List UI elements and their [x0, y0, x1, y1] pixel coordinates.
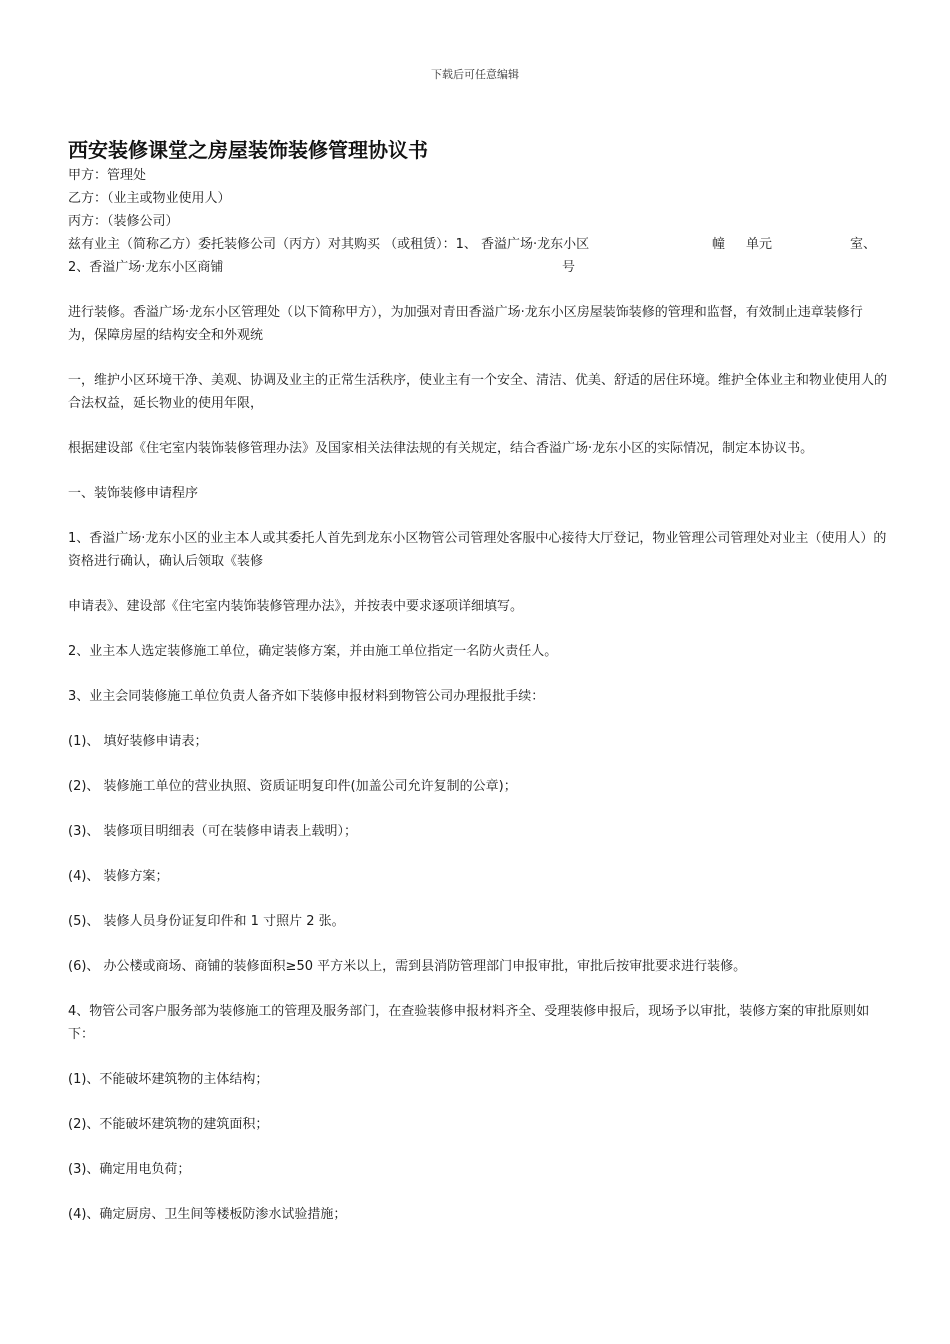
paragraph-purpose: 进行装修。香溢广场·龙东小区管理处（以下简称甲方），为加强对青田香溢广场·龙东小区房屋装饰装修的管理和监督，有效制止违章装修行为，保障房屋的结构安全和外观统 [68, 305, 863, 343]
paragraph-goals: 一，维护小区环境干净、美观、协调及业主的正常生活秩序，使业主有一个安全、清洁、优美、舒适的居住环境。维护全体业主和物业使用人的合法权益，延长物业的使用年限， [68, 373, 888, 411]
intro-shop-no: 号 [562, 260, 576, 275]
header-note: 下载后可任意编辑 [431, 68, 519, 81]
intro-room: 室、 [850, 237, 877, 252]
rule-item: (4)、确定厨房、卫生间等楼板防渗水试验措施； [68, 1207, 347, 1222]
rule-item: (3)、确定用电负荷； [68, 1162, 191, 1177]
intro-line-2 [68, 256, 888, 279]
list-item: 4、物管公司客户服务部为装修施工的管理及服务部门，在查验装修申报材料齐全、受理装修申报后，现场予以审批，装修方案的审批原则如下： [68, 1004, 870, 1042]
document-title: 西安装修课堂之房屋装饰装修管理协议书 [68, 138, 428, 162]
sub-item: (4)、 装修方案； [68, 869, 169, 884]
intro-line-2-text: 2、香溢广场·龙东小区商铺 [68, 260, 224, 275]
paragraph-basis: 根据建设部《住宅室内装饰装修管理办法》及国家相关法律法规的有关规定，结合香溢广场·龙东小区的实际情况，制定本协议书。 [68, 441, 814, 456]
list-item: 3、业主会同装修施工单位负责人备齐如下装修申报材料到物管公司办理报批手续： [68, 689, 545, 704]
sub-item: (1)、 填好装修申请表； [68, 734, 208, 749]
intro-building: 幢 [712, 237, 726, 252]
list-item-continued: 申请表》、建设部《住宅室内装饰装修管理办法》，并按表中要求逐项详细填写。 [68, 599, 524, 614]
sub-item: (5)、 装修人员身份证复印件和 1 寸照片 2 张。 [68, 914, 345, 929]
party-b: 乙方：（业主或物业使用人） [68, 191, 231, 206]
sub-item: (6)、 办公楼或商场、商铺的装修面积≥50 平方米以上，需到县消防管理部门申报审批，审批后按审批要求进行装修。 [68, 959, 747, 974]
party-c: 丙方：（装修公司） [68, 214, 179, 229]
party-a: 甲方：管理处 [68, 168, 147, 183]
sub-item: (2)、 装修施工单位的营业执照、资质证明复印件(加盖公司允许复制的公章)； [68, 779, 517, 794]
section-heading: 一、装饰装修申请程序 [68, 486, 199, 501]
intro-line-1-text: 兹有业主（简称乙方）委托装修公司（丙方）对其购买 （或租赁）：1、 香溢广场·龙东小区 [68, 237, 590, 252]
intro-unit: 单元 [746, 237, 773, 252]
sub-item: (3)、 装修项目明细表（可在装修申请表上载明）； [68, 824, 358, 839]
rule-item: (2)、不能破坏建筑物的建筑面积； [68, 1117, 269, 1132]
rule-item: (1)、不能破坏建筑物的主体结构； [68, 1072, 269, 1087]
document-body [68, 136, 888, 1226]
list-item: 2、业主本人选定装修施工单位，确定装修方案，并由施工单位指定一名防火责任人。 [68, 644, 558, 659]
intro-line-1 [68, 233, 888, 256]
list-item: 1、香溢广场·龙东小区的业主本人或其委托人首先到龙东小区物管公司管理处客服中心接待大厅登记，物业管理公司管理处对业主（使用人）的资格进行确认，确认后领取《装修 [68, 531, 887, 569]
